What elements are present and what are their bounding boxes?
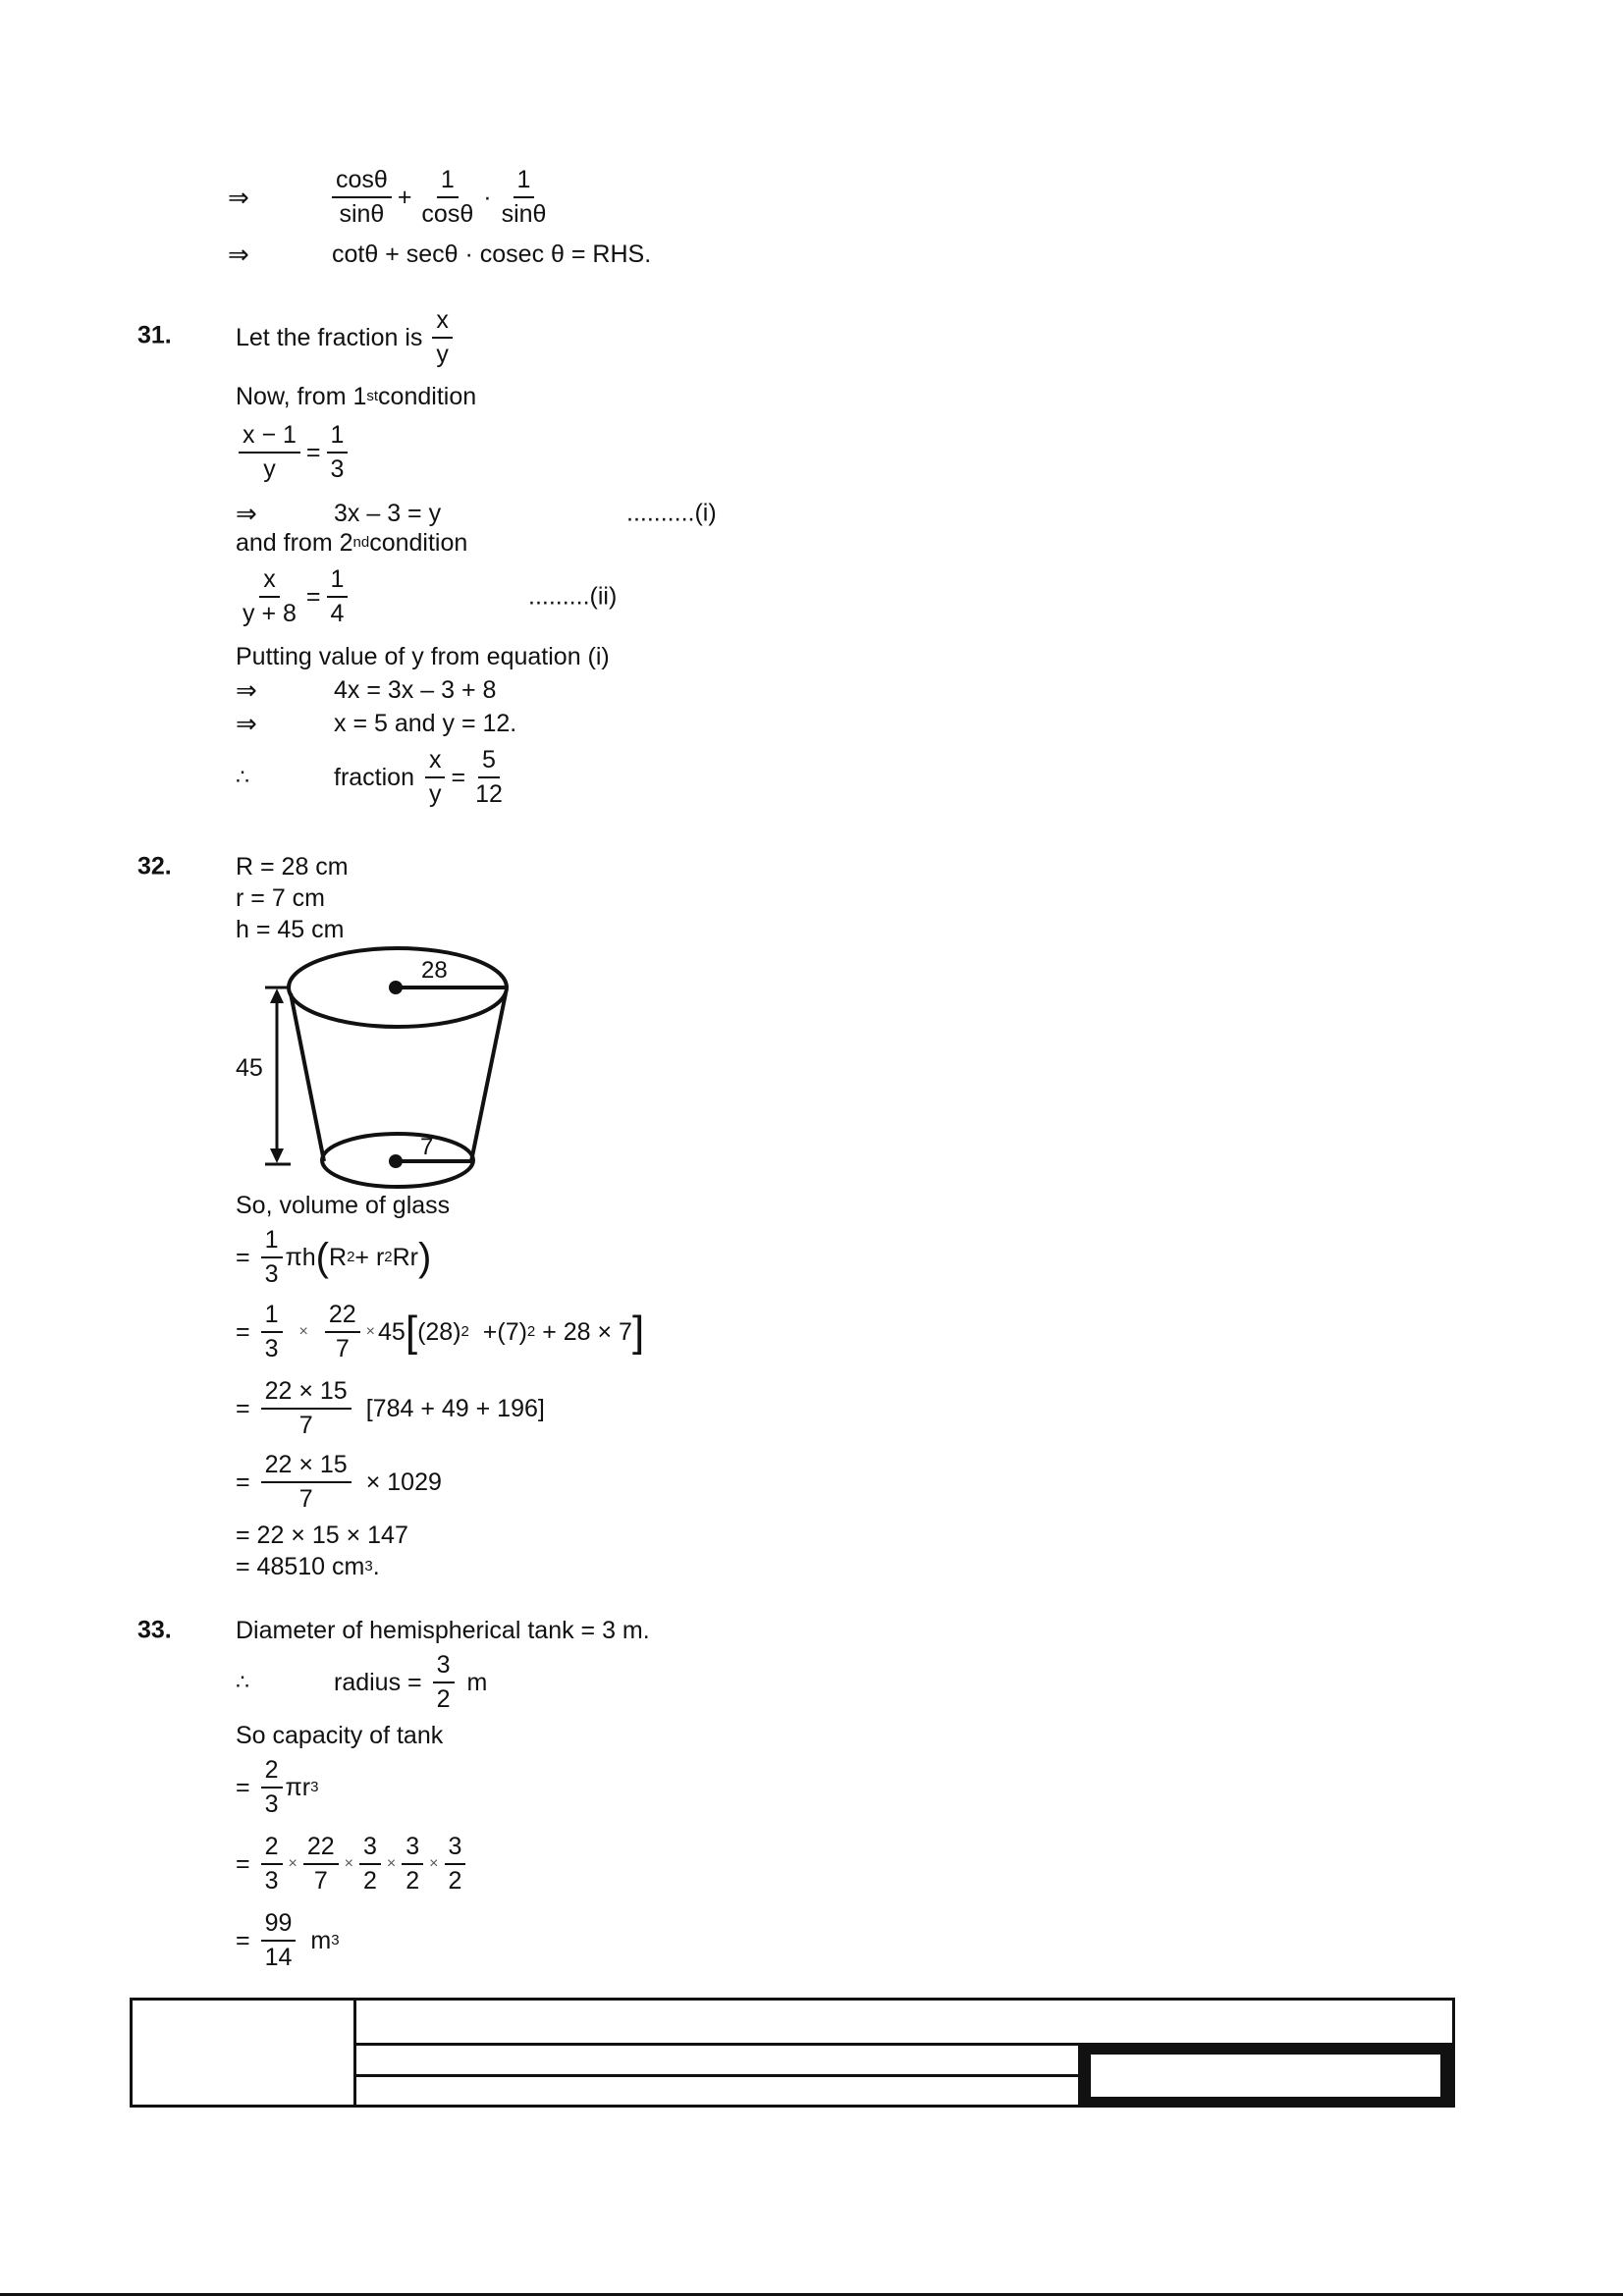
fraction: $\frac{3}{2}$	[433, 1653, 455, 1712]
fraction: $\frac{\cos\theta}{\sin\theta}$	[332, 168, 392, 227]
question-number-33: 33.	[137, 1616, 172, 1644]
q31-putting: Putting value of y from equation (i)	[236, 642, 610, 670]
fraction: $\frac{x}{y}$	[432, 308, 453, 367]
fraction: $\frac{1}{3}$	[261, 1228, 283, 1287]
equation-tag-ii: .........(ii)	[528, 582, 618, 611]
fraction: $\frac{1}{3}$	[261, 1303, 283, 1362]
q31-condition-2: and from 2 nd condition	[236, 528, 468, 557]
implies-icon: ⇒	[228, 239, 249, 269]
fraction: $\frac{3}{2}$	[359, 1835, 381, 1894]
fraction: $\frac{1}{\cos\theta}$	[421, 166, 474, 228]
q31-step-3: ⇒ x = 5 and y = 12.	[236, 708, 517, 738]
q31-result: ∴ fraction $\frac{x}{y}$ = $\frac{5}{12}$	[236, 738, 510, 817]
q32-volume-step-3: = $\frac{22 \times 15}{7}$ [784 + 49 + 196]	[236, 1377, 545, 1439]
q31-equation-1: $\frac{x - 1}{y}$ = $\frac{1}{3}$	[236, 413, 351, 492]
implies-icon: ⇒	[236, 674, 257, 705]
question-number-32: 32.	[137, 852, 172, 881]
footer-table	[130, 1998, 1455, 2108]
footer-cell-top	[356, 2001, 1452, 2046]
q33-given: Diameter of hemispherical tank = 3 m.	[236, 1616, 650, 1644]
q32-given-r: r = 7 cm	[236, 883, 325, 912]
fraction: $\frac{22 \times 15}{7}$	[261, 1379, 352, 1438]
fraction: $\frac{5}{12}$	[475, 746, 503, 808]
q32-volume-formula: = $\frac{1}{3}$ πh ( R 2 + r 2 Rr )	[236, 1226, 432, 1288]
derivation-line-fractions: ⇒ $\frac{\cos\theta}{\sin\theta}$ + $\frac{1}{\cos\theta}$ · $\frac{1}{\sin\theta}$	[228, 158, 553, 237]
q33-capacity-result: = $\frac{99}{14}$ m 3	[236, 1909, 340, 1971]
equation-tag-i: ..........(i)	[626, 499, 717, 527]
q31-step-2: ⇒ 4x = 3x – 3 + 8	[236, 674, 497, 705]
diagram-label-top-radius: 28	[421, 957, 448, 984]
q33-capacity-substitution: = $\frac{2}{3}$ × $\frac{22}{7}$ × $\frac{3}{2}$ × $\frac{3}{2}$ × $\frac{3}{2}$	[236, 1825, 468, 1903]
fraction: $\frac{1}{4}$	[327, 567, 349, 626]
fraction: $\frac{99}{14}$	[261, 1911, 297, 1970]
footer-cell-left	[133, 2001, 356, 2105]
implies-icon: ⇒	[236, 708, 257, 738]
q32-volume-step-4: = $\frac{22 \times 15}{7}$ × 1029	[236, 1451, 442, 1513]
question-number-31: 31.	[137, 321, 172, 349]
footer-cell-mid	[356, 2046, 1078, 2077]
implies-icon: ⇒	[228, 182, 249, 212]
therefore-icon: ∴	[236, 1670, 249, 1694]
q33-radius: ∴ radius = $\frac{3}{2}$ m	[236, 1651, 488, 1713]
footer-cell-bottom	[356, 2077, 1078, 2105]
therefore-icon: ∴	[236, 765, 249, 789]
q32-given-R: R = 28 cm	[236, 852, 349, 881]
fraction: $\frac{3}{2}$	[445, 1835, 466, 1894]
q32-volume-label: So, volume of glass	[236, 1191, 451, 1219]
footer-cell-boxed	[1078, 2046, 1452, 2105]
q31-equation-2: $\frac{x}{y + 8}$ = $\frac{1}{4}$	[236, 558, 351, 636]
q33-capacity-label: So capacity of tank	[236, 1721, 444, 1749]
fraction: $\frac{2}{3}$	[261, 1835, 283, 1894]
q31-condition-1: Now, from 1 st condition	[236, 382, 477, 410]
rhs-statement: cotθ + secθ · cosec θ = RHS.	[332, 240, 652, 268]
fraction: $\frac{x}{y}$	[425, 748, 446, 807]
fraction: $\frac{3}{2}$	[402, 1835, 423, 1894]
q33-capacity-formula: = $\frac{2}{3}$ πr 3	[236, 1756, 319, 1818]
q32-volume-substitution: = $\frac{1}{3}$ × $\frac{22}{7}$ × 45 [ (28) 2 +(7) 2 + 28 × 7 ]	[236, 1301, 645, 1362]
q31-step-1: ⇒ 3x – 3 = y	[236, 498, 442, 528]
fraction: $\frac{22 \times 15}{7}$	[261, 1453, 352, 1512]
fraction: $\frac{22}{7}$	[303, 1835, 339, 1894]
q32-volume-step-5: = 22 × 15 × 147	[236, 1521, 408, 1549]
q32-given-h: h = 45 cm	[236, 915, 345, 943]
fraction: $\frac{x}{y + 8}$	[243, 565, 297, 627]
diagram-label-bottom-radius: 7	[420, 1134, 434, 1160]
fraction: $\frac{x - 1}{y}$	[239, 423, 300, 482]
q32-volume-result: = 48510 cm 3 .	[236, 1552, 380, 1580]
fraction: $\frac{1}{\sin\theta}$	[501, 166, 547, 228]
fraction: $\frac{2}{3}$	[261, 1758, 283, 1817]
footer-boxed-inner	[1091, 2055, 1440, 2097]
q31-intro: Let the fraction is $\frac{x}{y}$	[236, 298, 456, 377]
diagram-label-height: 45	[236, 1054, 263, 1082]
fraction: $\frac{22}{7}$	[325, 1303, 360, 1362]
fraction: $\frac{1}{3}$	[327, 423, 349, 482]
implies-icon: ⇒	[236, 498, 257, 528]
